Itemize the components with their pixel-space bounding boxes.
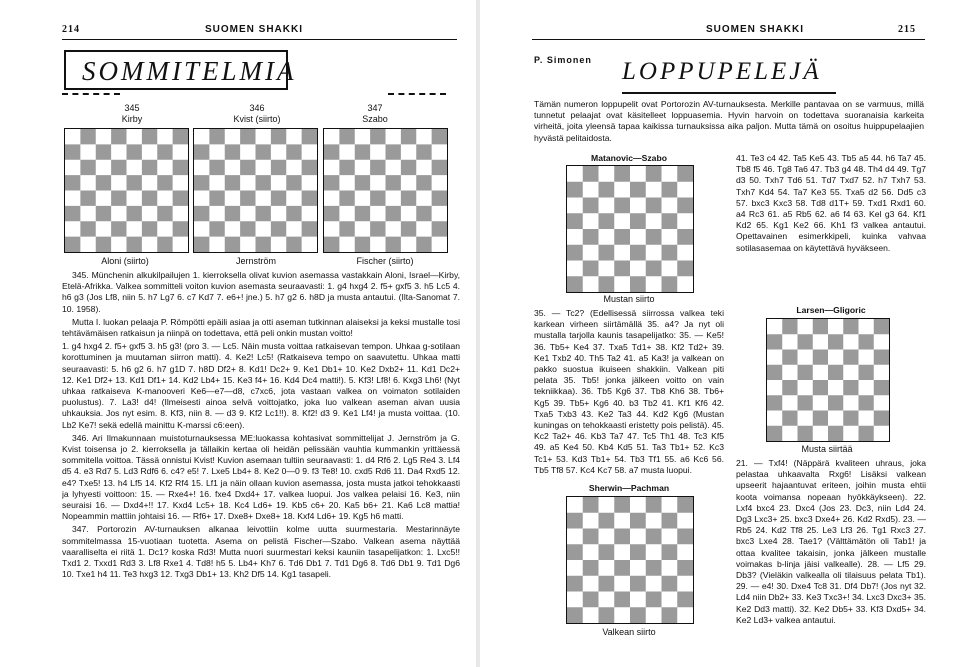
dark-square: [80, 160, 95, 175]
dark-square: [142, 191, 157, 206]
dark-square: [767, 426, 782, 441]
dark-square: [111, 191, 126, 206]
intro-text: Tämän numeron loppupelit ovat Portorozin AV-turnauksesta. Merkille pantavaa on se varmuus, millä tunnetut pelaajat ovat käsitelleet loppuasemia. Hyvin harvoin on todettava suoranaisia karkeita virheitä, joita yleensä tapaa kaikissa turnauksissa aika paljon. Mutta tämä on osoitus huippupelaajien hyvästä pelitaidosta.: [534, 99, 924, 143]
left-page: [0, 0, 476, 667]
dark-square: [256, 237, 271, 252]
dark-square: [401, 221, 416, 236]
dark-square: [677, 198, 693, 214]
dark-square: [416, 237, 431, 252]
dark-square: [271, 160, 286, 175]
dark-square: [677, 229, 693, 245]
dark-square: [828, 426, 843, 441]
dark-square: [782, 350, 797, 365]
right-page: [480, 0, 959, 667]
running-head: SUOMEN SHAKKI: [205, 24, 304, 35]
dark-square: [80, 191, 95, 206]
dark-square: [646, 261, 662, 277]
dark-square: [662, 245, 678, 261]
dark-square: [194, 237, 209, 252]
dark-square: [813, 411, 828, 426]
dark-square: [324, 237, 339, 252]
header-rule-right: [532, 39, 925, 40]
game-1-text: 35. — Tc2? (Edellisessä siirrossa valkea teki karkean virheen siirtämällä 35. a4? Ja nyt oli mustalla tarjolla kaunis tasapelijatko: 35. — Ke5! 36. Tb5+ Ke4 37. Txa5 Td1+ 38. Kf2 Td2+ 39. Ke1 Txb2 40. Th5 Ta2 41. a5 Ka3! ja valkean on pakko suostua ikuiseen shakkiin. Valkean piti pelata 35. Tb5! jonka jälkeen voitto on vain tekniikkaa). 36. Tb5 Kg6 37. Tb8 Kh6 38. Tb6+ Kg5 39. Tb5+ Kg6 40. b3 Tb2 41. Kf1 Kf6 42. Txa5 Txb3 43. Ke2 Ta3 44. Kd2 Kg6 (Mustan kuningas on tehokkaasti eristetty pois pelistä). 45. Kc2 Ta2+ 46. Kb3 Ta7 47. Tc5 Th1 48. Tc3 Kf5 49. a5 Ke4 50. Kb4 Kd5 51. Ta3 Tb1+ 52. Kc3 Tc1+ 53. Kd3 Tb1+ 54. Tb3 Tf1 55. a6 Kc6 56. Tb5 Tf8 57. Kc4 Kc7 58. a7 musta luopui.: [534, 308, 724, 475]
dark-square: [599, 213, 615, 229]
dark-square: [127, 206, 142, 221]
dark-square: [80, 129, 95, 144]
dark-square: [630, 182, 646, 198]
paragraph-345: 345. Münchenin alkukilpailujen 1. kierroksella olivat kuvion asemassa vastakkain Aloni, Israel—Kirby, Etelä-Afrikka. Valkea sommitteli voiton kuvion asemasta seuraavasti: 1. g4 hxg4 2. f5+ gxf5 3. h5 Lc5 4. h6 g3 (Jos Lf8, niin 5. h7 Lg7 6. c7 Kd7 7. e6+! jne.) 5. h7 g2 6. h8D ja musta antautui. (Ilta-Sanomat 7. 10. 1958).: [62, 270, 460, 314]
dark-square: [142, 160, 157, 175]
dark-square: [173, 129, 188, 144]
dark-square: [859, 365, 874, 380]
dark-square: [194, 175, 209, 190]
dark-square: [583, 261, 599, 277]
dark-square: [583, 529, 599, 545]
board-347-caption: Fischer (siirto): [356, 256, 414, 266]
dark-square: [355, 144, 370, 159]
dark-square: [843, 380, 858, 395]
dark-square: [65, 206, 80, 221]
dark-square: [614, 592, 630, 608]
dark-square: [767, 395, 782, 410]
dark-square: [874, 411, 889, 426]
dark-square: [767, 365, 782, 380]
dark-square: [401, 160, 416, 175]
dark-square: [646, 529, 662, 545]
dark-square: [843, 411, 858, 426]
dark-square: [355, 237, 370, 252]
dark-square: [194, 144, 209, 159]
dark-square: [401, 129, 416, 144]
dark-square: [567, 182, 583, 198]
dark-square: [599, 576, 615, 592]
dark-square: [416, 175, 431, 190]
dark-square: [386, 175, 401, 190]
dark-square: [614, 198, 630, 214]
page-number: 214: [62, 24, 80, 35]
dark-square: [614, 229, 630, 245]
dark-square: [798, 334, 813, 349]
game-1-continuation: 41. Te3 c4 42. Ta5 Ke5 43. Tb5 a5 44. h6 Ta7 45. Tb8 f5 46. Tg8 Ta6 47. Tb3 g4 48. Th4 d4 49. Tg7 d3 50. Txh7 Td6 51. Td7 Txd7 52. h7 Txh7 53. Txh7 Kd4 54. Ta7 Ke3 55. Txa5 d2 56. Dd5 c3 57. bxc3 Kxc3 58. Td8 d1T+ 59. Txd1 Rxd1 60. a4 Rc3 61. a5 Rb5 62. a6 f4 63. Kel g3 64. Kf1 Kd2 65. Kg1 Ke2 66. Kh1 f3 valkea antautui. Opettavainen esimerkkipeli, kuinka vahvaa sotilasasemaa on käytettävä hyväkseen.: [736, 153, 926, 253]
dark-square: [355, 206, 370, 221]
dark-square: [65, 144, 80, 159]
dark-square: [127, 237, 142, 252]
dark-square: [583, 592, 599, 608]
dashes-left: [62, 93, 120, 95]
dark-square: [599, 544, 615, 560]
dark-square: [567, 576, 583, 592]
dark-square: [240, 129, 255, 144]
dark-square: [630, 513, 646, 529]
problem-347-number: 347: [367, 103, 383, 113]
dark-square: [677, 261, 693, 277]
board-345-caption: Aloni (siirto): [101, 256, 149, 266]
dark-square: [209, 221, 224, 236]
dark-square: [286, 206, 301, 221]
dark-square: [111, 160, 126, 175]
dark-square: [677, 166, 693, 182]
dark-square: [843, 350, 858, 365]
board-346-caption: Jernström: [235, 256, 276, 266]
dark-square: [157, 175, 172, 190]
page-number-right: 215: [898, 24, 916, 35]
dark-square: [173, 221, 188, 236]
problem-346-number: 346: [249, 103, 265, 113]
chess-board-game-1: [566, 165, 694, 293]
dark-square: [96, 175, 111, 190]
dark-square: [798, 365, 813, 380]
dark-square: [662, 513, 678, 529]
dark-square: [662, 544, 678, 560]
dark-square: [256, 175, 271, 190]
dark-square: [662, 213, 678, 229]
dark-square: [583, 229, 599, 245]
dark-square: [583, 560, 599, 576]
dark-square: [614, 166, 630, 182]
problem-346-author: Kvist (siirto): [233, 114, 281, 124]
dark-square: [583, 166, 599, 182]
dark-square: [416, 206, 431, 221]
paragraph-347: 347. Portorozin AV-turnauksen alkanaa leivottiin kolme uutta suurmestaria. Mestarinnäyte sommitelmassa 15-vuotiaan tuotetta. Asema on pelistä Fischer—Szabo. Valkean asema näyttää vaaralliselta ei riitä 1. Dc1? koska Rd3! Mutta nuori suurmestari keksi kauniin tasapelijatkon: 1. Lxc5!! Txd1 2. Txxd1 Rd3 3. Lf8 Rxe1 4. Td8! h5 5. Lb4+ Kh7 6. Td6 Db1 7. Td1 Dg6 8. Td6 Db1 9. Td1 Dg6 10. Txe1 h4 11. Te3 hxg3 12. Txg3 Db1+ 13. Kh2 Df5 14. Kg1 tasapeli.: [62, 524, 460, 580]
dark-square: [286, 237, 301, 252]
dark-square: [677, 560, 693, 576]
dark-square: [240, 191, 255, 206]
dark-square: [630, 607, 646, 623]
dark-square: [874, 319, 889, 334]
dark-square: [567, 213, 583, 229]
dark-square: [646, 497, 662, 513]
problem-347-author: Szabo: [362, 114, 388, 124]
dark-square: [127, 175, 142, 190]
dark-square: [767, 334, 782, 349]
dark-square: [173, 160, 188, 175]
dark-square: [225, 175, 240, 190]
game-1-title: Matanovic—Szabo: [591, 153, 667, 163]
dark-square: [324, 206, 339, 221]
header-rule: [62, 39, 457, 40]
dark-square: [662, 276, 678, 292]
dark-square: [302, 160, 317, 175]
dark-square: [96, 206, 111, 221]
byline: P. Simonen: [534, 55, 592, 65]
dark-square: [646, 560, 662, 576]
dark-square: [630, 213, 646, 229]
dark-square: [432, 221, 447, 236]
dark-square: [677, 497, 693, 513]
dark-square: [567, 513, 583, 529]
title-underline: [622, 92, 836, 94]
dark-square: [370, 129, 385, 144]
dark-square: [324, 175, 339, 190]
dark-square: [194, 206, 209, 221]
game-3-title: Larsen—Gligoric: [796, 305, 866, 315]
dark-square: [677, 592, 693, 608]
dark-square: [614, 560, 630, 576]
dark-square: [157, 144, 172, 159]
dark-square: [302, 221, 317, 236]
dark-square: [646, 166, 662, 182]
paragraph-analysis: Mutta I. luokan pelaaja P. Römpötti epäili asiaa ja otti aseman tutkinnan alaiseksi ja keksi mustalle tosi tehtävämäisen ratkaisun ja niinpä on todettava, että peli onkin mustan voitto!: [62, 316, 460, 339]
dark-square: [339, 160, 354, 175]
dark-square: [874, 380, 889, 395]
chess-board-347: [323, 128, 448, 253]
dark-square: [583, 198, 599, 214]
dark-square: [567, 245, 583, 261]
dark-square: [302, 129, 317, 144]
dark-square: [599, 245, 615, 261]
problem-345-number: 345: [124, 103, 140, 113]
dark-square: [286, 144, 301, 159]
dark-square: [813, 350, 828, 365]
dark-square: [324, 144, 339, 159]
dark-square: [339, 129, 354, 144]
chess-board-game-2: [566, 496, 694, 624]
dark-square: [80, 221, 95, 236]
dark-square: [386, 237, 401, 252]
dark-square: [142, 129, 157, 144]
dark-square: [583, 497, 599, 513]
dark-square: [782, 380, 797, 395]
dark-square: [614, 529, 630, 545]
dark-square: [874, 350, 889, 365]
dark-square: [567, 276, 583, 292]
dark-square: [614, 497, 630, 513]
dark-square: [859, 426, 874, 441]
dark-square: [96, 237, 111, 252]
dark-square: [432, 191, 447, 206]
dark-square: [225, 237, 240, 252]
dark-square: [127, 144, 142, 159]
dark-square: [567, 544, 583, 560]
dark-square: [630, 245, 646, 261]
dark-square: [96, 144, 111, 159]
chess-board-346: [193, 128, 318, 253]
dark-square: [828, 334, 843, 349]
dark-square: [599, 182, 615, 198]
dark-square: [225, 144, 240, 159]
dark-square: [142, 221, 157, 236]
dark-square: [782, 319, 797, 334]
dark-square: [646, 198, 662, 214]
dark-square: [614, 261, 630, 277]
dark-square: [630, 576, 646, 592]
problem-345-author: Kirby: [121, 114, 143, 124]
dark-square: [225, 206, 240, 221]
dark-square: [65, 175, 80, 190]
dark-square: [662, 182, 678, 198]
dark-square: [599, 276, 615, 292]
dark-square: [370, 191, 385, 206]
dark-square: [370, 160, 385, 175]
dark-square: [432, 129, 447, 144]
dark-square: [646, 229, 662, 245]
dark-square: [271, 129, 286, 144]
dark-square: [173, 191, 188, 206]
dark-square: [599, 513, 615, 529]
dark-square: [286, 175, 301, 190]
section-title: SOMMITELMIA: [82, 56, 297, 86]
dark-square: [646, 592, 662, 608]
game-1-caption: Mustan siirto: [603, 294, 655, 304]
dark-square: [401, 191, 416, 206]
dashes-right: [388, 93, 446, 95]
dark-square: [828, 395, 843, 410]
dark-square: [567, 607, 583, 623]
body-text: [62, 270, 460, 666]
dark-square: [271, 191, 286, 206]
dark-square: [355, 175, 370, 190]
dark-square: [339, 221, 354, 236]
dark-square: [859, 395, 874, 410]
dark-square: [111, 221, 126, 236]
dark-square: [209, 129, 224, 144]
dark-square: [662, 607, 678, 623]
chess-board-game-3: [766, 318, 890, 442]
dark-square: [339, 191, 354, 206]
dark-square: [599, 607, 615, 623]
game-2-title: Sherwin—Pachman: [588, 483, 670, 493]
chess-board-345: [64, 128, 189, 253]
dark-square: [271, 221, 286, 236]
dark-square: [813, 380, 828, 395]
dark-square: [798, 426, 813, 441]
game-3-text: 21. — Txf4! (Näppärä kvaliteen uhraus, joka pelastaa uhkaavalta Rxg6! Lisäksi valkean upseerit hajaantuvat eriteen, joihin musta ehtii koota voimansa nopeaan hyökkäykseen). 22. Lxf4 bxc4 23. Dxc4 (Jos 23. Dc3, niin Ld4 24. Dg3 Lxc3+ 25. bxc3 Dxe4+ 26. Kd2 Rxd5). 23. — Rb5 24. Kd2 Tf8 25. Le3 Lf3 26. Tg1 Rxc3 27. bxc3 Lxe4 28. Tae1? (Välttämätön oli Tab1! ja ottaa kvalitee takaisin, jonka jälkeen mustalle voimakas b-linja jäisi valkealle). 28. — Lf5 29. Db3? (Vieläkin valkealla oli tilaisuus pelata Tb1). 29. — e4! 30. Dxe4 Tc8 31. Df4 Db7! (Jos nyt 32. Ld4 niin Db2+ 33. Ke3 Txc3+! 34. Lxc3 Dxc3+ 35. Ke2 Dd3 matti). 32. Ke2 Db5+ 33. Kf3 Dxd5+ 34. Ke2 Ld3+ valkea antautui.: [736, 458, 926, 625]
dark-square: [859, 334, 874, 349]
dark-square: [630, 276, 646, 292]
paragraph-346: 346. Ari Ilmakunnaan muistoturnauksessa ME:luokassa kohtasivat sommittelijat J. Jernström ja G. Kvist toisensa jo 2. kierroksella ja tällaikin kertaa oli heidän pelissään vauhtia kummankin yrittäessä sommitella voittoa. Tässä onnistui Kvist! Kuvion asemaan tultiin seuraavasti: 1. d4 Rf6 2. Lg5 Re4 3. Lf4 d5 4. e3 Rd7 5. Ld3 Rdf6 6. c4? e5! 7. Lxe5 Lb4+ 8. Ke2 0—0 9. f3 Te8! 10. cxd5 Rd6 11. Da4 Rxd5 12. e4? Txe5! 13. h4 Lf5 14. Kf2 Rf4 15. Lf1 ja näin ollaan kuvion asemassa, josta musta jatkoi tehokkaasti ja lyhyesti voittoon: 15. — Rxe4+! 16. fxe4 Dxd4+ 17. valkea luopui. Jos valkea pelaisi 16. Ke3, niin seuraisi 16. — Dxd4+!! 17. Kxd4 Lc5+ 18. Kc4 Ld6+ 19. Kb5 c6+ 20. Ka5 b6+ 21. Ka6 Lc8 mattia! Nopeammin mattiin johtaisi 16. — Rf6+ 17. Dxe8+ Dxe8+ 18. Kxf4 Ld6+ 19. Kg5 h6 matti.: [62, 432, 460, 522]
dark-square: [662, 576, 678, 592]
game-2-caption: Valkean siirto: [602, 627, 656, 637]
dark-square: [813, 319, 828, 334]
section-title-right: LOPPUPELEJÄ: [622, 58, 822, 85]
dark-square: [843, 319, 858, 334]
dark-square: [432, 160, 447, 175]
dark-square: [209, 191, 224, 206]
running-head-right: SUOMEN SHAKKI: [706, 24, 805, 35]
dark-square: [256, 206, 271, 221]
dark-square: [240, 160, 255, 175]
dark-square: [302, 191, 317, 206]
dark-square: [157, 206, 172, 221]
dark-square: [111, 129, 126, 144]
dark-square: [209, 160, 224, 175]
paragraph-solution: 1. g4 hxg4 2. f5+ gxf5 3. h5 g3! (pro 3. — Lc5. Näin musta voittaa ratkaisevan tempon. Uhkaa g-sotilaan korottuminen ja muutaman siirron matti). 4. Ke2! Lc5! (Ratkaiseva tempo on saavutettu. Uhkaa matti seuraavasti: 5. h6 g2 6. h7 g1D 7. h8D Df2+ 8. Kd1! Dc2+ 9. Ke1 Db1+ 10. Ke2 Dxb2+ 11. Kd1 Dc2+ 12. Ke1 Df2+ 13. Kd1 Df1+ 14. Kd2 Lb4+ 15. Ke3 f4+ 16. Kd4 Dc4 matti!). 5. Kf3! Lf8! 6. Kxg3 Lh6! (Nyt uhkaa ratkaiseva K-manooveri Ke6—e7—d8, c7xc6, jota vastaan valkea on voimaton sotilaiden puolustus). 7. La3! d4! (Ilmeisesti ainoa selvä voittojatko, joka luo valkean aseman aivan uusia uhkauksia. Jos nyt esim. 8. Kf3, niin 8. — d3 9. Kf2 Lc1!!). 8. Kf2! d3 9. Ke1 Lf4! ja musta voittaa. (10. Lb2 Ke7! sekä edellä mainittu K-marssi c6:een).: [62, 341, 460, 430]
dark-square: [782, 411, 797, 426]
dark-square: [256, 144, 271, 159]
dark-square: [416, 144, 431, 159]
dark-square: [386, 144, 401, 159]
dark-square: [65, 237, 80, 252]
dark-square: [240, 221, 255, 236]
dark-square: [677, 529, 693, 545]
dark-square: [828, 365, 843, 380]
dark-square: [157, 237, 172, 252]
dark-square: [370, 221, 385, 236]
dark-square: [386, 206, 401, 221]
dark-square: [630, 544, 646, 560]
dark-square: [798, 395, 813, 410]
game-3-caption: Musta siirtää: [801, 444, 853, 454]
